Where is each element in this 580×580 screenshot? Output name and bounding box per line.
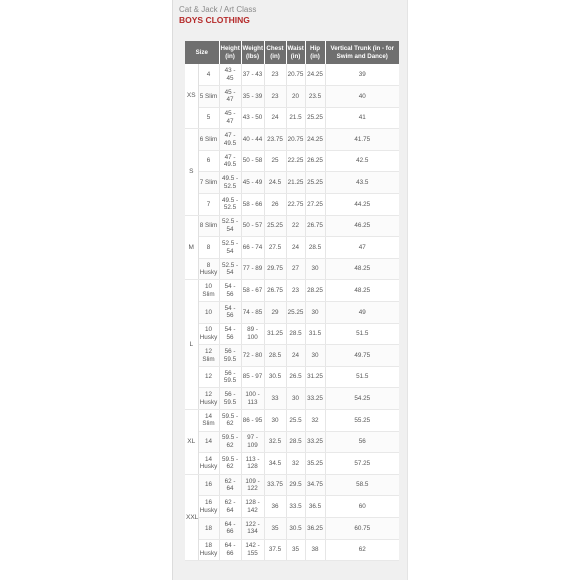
cell-height: 52.5 - 54: [219, 258, 241, 280]
cell-waist: 22.25: [286, 150, 305, 172]
cell-trunk: 46.25: [325, 215, 399, 237]
col-header-size: Size: [185, 41, 219, 64]
cell-chest: 24.5: [264, 172, 286, 194]
table-row: [185, 345, 399, 367]
cell-weight: 77 - 89: [241, 258, 264, 280]
size-group-label: M: [185, 215, 198, 280]
table-row: [185, 388, 399, 410]
cell-trunk: 49: [325, 302, 399, 324]
cell-hip: 27.25: [305, 194, 325, 216]
table-row: [185, 280, 399, 302]
size-chart-body: [185, 64, 399, 561]
table-row: [185, 496, 399, 518]
cell-waist: 20.75: [286, 129, 305, 151]
cell-chest: 37.5: [264, 539, 286, 561]
cell-size: 10 Husky: [198, 323, 219, 345]
page-title: BOYS CLOTHING: [179, 15, 250, 25]
cell-waist: 35: [286, 539, 305, 561]
cell-chest: 28.5: [264, 345, 286, 367]
cell-waist: 25.5: [286, 410, 305, 432]
cell-trunk: 43.5: [325, 172, 399, 194]
cell-height: 47 - 49.5: [219, 150, 241, 172]
table-row: [185, 86, 399, 108]
table-row: [185, 64, 399, 86]
col-header-weight: Weight (lbs): [241, 41, 264, 64]
cell-hip: 30: [305, 345, 325, 367]
cell-height: 45 - 47: [219, 107, 241, 129]
cell-weight: 66 - 74: [241, 237, 264, 259]
cell-weight: 86 - 95: [241, 410, 264, 432]
cell-weight: 50 - 57: [241, 215, 264, 237]
size-group-label: S: [185, 129, 198, 215]
cell-hip: 30: [305, 258, 325, 280]
cell-hip: 32: [305, 410, 325, 432]
cell-waist: 32: [286, 453, 305, 475]
cell-weight: 40 - 44: [241, 129, 264, 151]
cell-height: 64 - 66: [219, 517, 241, 539]
table-row: [185, 453, 399, 475]
cell-chest: 29: [264, 302, 286, 324]
cell-waist: 21.25: [286, 172, 305, 194]
cell-chest: 29.75: [264, 258, 286, 280]
cell-hip: 24.25: [305, 129, 325, 151]
cell-size: 12: [198, 366, 219, 388]
cell-waist: 28.5: [286, 431, 305, 453]
cell-trunk: 51.5: [325, 323, 399, 345]
cell-chest: 30.5: [264, 366, 286, 388]
table-row: [185, 302, 399, 324]
cell-hip: 23.5: [305, 86, 325, 108]
cell-size: 14 Slim: [198, 410, 219, 432]
cell-trunk: 41: [325, 107, 399, 129]
cell-chest: 33.75: [264, 474, 286, 496]
cell-weight: 128 - 142: [241, 496, 264, 518]
cell-height: 49.5 - 52.5: [219, 194, 241, 216]
cell-height: 62 - 64: [219, 496, 241, 518]
cell-weight: 45 - 49: [241, 172, 264, 194]
cell-trunk: 55.25: [325, 410, 399, 432]
cell-waist: 25.25: [286, 302, 305, 324]
size-group-label: L: [185, 280, 198, 410]
cell-size: 12 Husky: [198, 388, 219, 410]
cell-trunk: 41.75: [325, 129, 399, 151]
cell-weight: 109 - 122: [241, 474, 264, 496]
cell-chest: 23.75: [264, 129, 286, 151]
cell-height: 56 - 59.5: [219, 366, 241, 388]
cell-hip: 28.25: [305, 280, 325, 302]
cell-hip: 30: [305, 302, 325, 324]
brand-breadcrumb: Cat & Jack / Art Class: [179, 5, 257, 14]
cell-chest: 34.5: [264, 453, 286, 475]
table-row: [185, 431, 399, 453]
cell-waist: 20: [286, 86, 305, 108]
table-row: [185, 366, 399, 388]
cell-height: 59.5 - 62: [219, 453, 241, 475]
table-row: [185, 258, 399, 280]
cell-waist: 22: [286, 215, 305, 237]
cell-height: 47 - 49.5: [219, 129, 241, 151]
cell-hip: 26.75: [305, 215, 325, 237]
cell-weight: 89 - 100: [241, 323, 264, 345]
cell-weight: 58 - 67: [241, 280, 264, 302]
cell-trunk: 62: [325, 539, 399, 561]
cell-size: 14: [198, 431, 219, 453]
cell-waist: 33.5: [286, 496, 305, 518]
cell-weight: 74 - 85: [241, 302, 264, 324]
table-row: [185, 323, 399, 345]
table-row: [185, 539, 399, 561]
cell-waist: 26.5: [286, 366, 305, 388]
cell-chest: 26.75: [264, 280, 286, 302]
cell-waist: 30: [286, 388, 305, 410]
table-row: [185, 172, 399, 194]
table-row: [185, 194, 399, 216]
cell-size: 18 Husky: [198, 539, 219, 561]
cell-hip: 25.25: [305, 172, 325, 194]
cell-hip: 33.25: [305, 431, 325, 453]
cell-height: 52.5 - 54: [219, 215, 241, 237]
col-header-hip: Hip (in): [305, 41, 325, 64]
size-group-label: XS: [185, 64, 198, 129]
size-group-label: XL: [185, 410, 198, 475]
cell-size: 10 Slim: [198, 280, 219, 302]
cell-chest: 33: [264, 388, 286, 410]
cell-waist: 21.5: [286, 107, 305, 129]
cell-trunk: 40: [325, 86, 399, 108]
cell-waist: 24: [286, 345, 305, 367]
cell-waist: 24: [286, 237, 305, 259]
cell-trunk: 54.25: [325, 388, 399, 410]
cell-size: 4: [198, 64, 219, 86]
cell-hip: 38: [305, 539, 325, 561]
table-row: [185, 410, 399, 432]
cell-height: 45 - 47: [219, 86, 241, 108]
table-row: [185, 215, 399, 237]
cell-trunk: 42.5: [325, 150, 399, 172]
cell-size: 5: [198, 107, 219, 129]
cell-hip: 35.25: [305, 453, 325, 475]
cell-weight: 43 - 50: [241, 107, 264, 129]
col-header-height: Height (in): [219, 41, 241, 64]
cell-size: 16 Husky: [198, 496, 219, 518]
cell-height: 59.5 - 62: [219, 410, 241, 432]
cell-hip: 36.5: [305, 496, 325, 518]
table-header-row: [185, 41, 399, 64]
cell-hip: 31.5: [305, 323, 325, 345]
cell-height: 62 - 64: [219, 474, 241, 496]
table-row: [185, 474, 399, 496]
cell-height: 64 - 66: [219, 539, 241, 561]
cell-height: 52.5 - 54: [219, 237, 241, 259]
cell-height: 56 - 59.5: [219, 388, 241, 410]
size-chart-table: [185, 41, 399, 561]
table-row: [185, 129, 399, 151]
cell-weight: 37 - 43: [241, 64, 264, 86]
table-row: [185, 237, 399, 259]
cell-chest: 25: [264, 150, 286, 172]
cell-weight: 142 - 155: [241, 539, 264, 561]
cell-chest: 26: [264, 194, 286, 216]
cell-weight: 72 - 80: [241, 345, 264, 367]
cell-waist: 27: [286, 258, 305, 280]
cell-weight: 113 - 128: [241, 453, 264, 475]
cell-trunk: 49.75: [325, 345, 399, 367]
cell-size: 10: [198, 302, 219, 324]
cell-chest: 23: [264, 64, 286, 86]
cell-height: 54 - 56: [219, 280, 241, 302]
cell-chest: 36: [264, 496, 286, 518]
cell-trunk: 44.25: [325, 194, 399, 216]
cell-height: 59.5 - 62: [219, 431, 241, 453]
cell-chest: 35: [264, 517, 286, 539]
cell-waist: 23: [286, 280, 305, 302]
cell-size: 8 Slim: [198, 215, 219, 237]
col-header-vertical-trunk: Vertical Trunk (in - for Swim and Dance): [325, 41, 399, 64]
cell-chest: 32.5: [264, 431, 286, 453]
cell-trunk: 60.75: [325, 517, 399, 539]
cell-trunk: 56: [325, 431, 399, 453]
cell-trunk: 47: [325, 237, 399, 259]
cell-size: 8 Husky: [198, 258, 219, 280]
cell-trunk: 58.5: [325, 474, 399, 496]
table-row: [185, 150, 399, 172]
cell-hip: 31.25: [305, 366, 325, 388]
cell-chest: 23: [264, 86, 286, 108]
cell-waist: 30.5: [286, 517, 305, 539]
cell-hip: 26.25: [305, 150, 325, 172]
cell-height: 54 - 56: [219, 302, 241, 324]
col-header-waist: Waist (in): [286, 41, 305, 64]
cell-waist: 29.5: [286, 474, 305, 496]
cell-weight: 35 - 39: [241, 86, 264, 108]
cell-hip: 25.25: [305, 107, 325, 129]
cell-waist: 28.5: [286, 323, 305, 345]
cell-waist: 22.75: [286, 194, 305, 216]
cell-trunk: 51.5: [325, 366, 399, 388]
cell-trunk: 48.25: [325, 280, 399, 302]
cell-weight: 97 - 109: [241, 431, 264, 453]
cell-size: 14 Husky: [198, 453, 219, 475]
col-header-chest: Chest (in): [264, 41, 286, 64]
cell-chest: 31.25: [264, 323, 286, 345]
cell-height: 49.5 - 52.5: [219, 172, 241, 194]
cell-size: 7 Slim: [198, 172, 219, 194]
cell-size: 5 Slim: [198, 86, 219, 108]
cell-hip: 33.25: [305, 388, 325, 410]
cell-weight: 58 - 66: [241, 194, 264, 216]
cell-height: 54 - 56: [219, 323, 241, 345]
cell-trunk: 57.25: [325, 453, 399, 475]
cell-weight: 122 - 134: [241, 517, 264, 539]
table-row: [185, 107, 399, 129]
cell-hip: 34.75: [305, 474, 325, 496]
size-group-label: XXL: [185, 474, 198, 560]
cell-trunk: 60: [325, 496, 399, 518]
cell-weight: 85 - 97: [241, 366, 264, 388]
cell-hip: 28.5: [305, 237, 325, 259]
cell-hip: 24.25: [305, 64, 325, 86]
cell-hip: 36.25: [305, 517, 325, 539]
cell-size: 7: [198, 194, 219, 216]
cell-size: 6 Slim: [198, 129, 219, 151]
cell-weight: 100 - 113: [241, 388, 264, 410]
cell-chest: 27.5: [264, 237, 286, 259]
cell-chest: 30: [264, 410, 286, 432]
cell-waist: 20.75: [286, 64, 305, 86]
cell-chest: 24: [264, 107, 286, 129]
cell-trunk: 39: [325, 64, 399, 86]
cell-size: 8: [198, 237, 219, 259]
cell-height: 43 - 45: [219, 64, 241, 86]
table-row: [185, 517, 399, 539]
cell-size: 18: [198, 517, 219, 539]
cell-trunk: 48.25: [325, 258, 399, 280]
cell-size: 12 Slim: [198, 345, 219, 367]
cell-weight: 50 - 58: [241, 150, 264, 172]
cell-chest: 25.25: [264, 215, 286, 237]
cell-size: 6: [198, 150, 219, 172]
cell-height: 56 - 59.5: [219, 345, 241, 367]
cell-size: 16: [198, 474, 219, 496]
